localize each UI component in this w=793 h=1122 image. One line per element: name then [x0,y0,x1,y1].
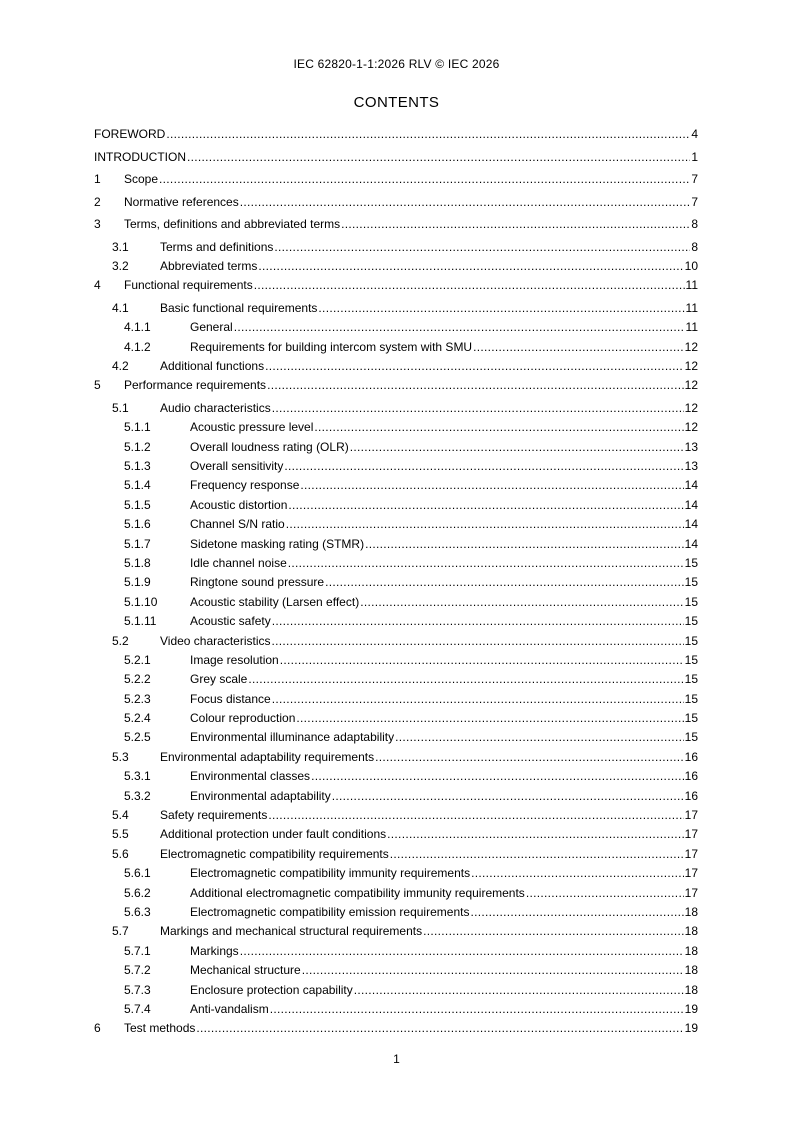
toc-entry[interactable] [94,862,698,881]
toc-entry-line [190,440,698,454]
toc-entry-line [190,556,698,570]
toc-entry-page: 17 [684,808,698,823]
toc-entry-line [160,401,698,415]
toc-entry-title: Mechanical structure [190,963,301,978]
toc-entry[interactable] [94,746,698,765]
toc-leader-dots [302,963,684,977]
toc-entry[interactable] [94,901,698,920]
toc-entry-line [160,750,698,764]
toc-entry-number: 5.1.5 [124,497,151,512]
toc-entry-number: 5.3.1 [124,769,151,784]
toc-entry-number: 4 [94,278,101,293]
toc-entry-title: Overall sensitivity [190,459,284,474]
toc-entry-page: 17 [684,827,698,842]
toc-entry-title: Audio characteristics [160,400,271,415]
toc-entry-page: 16 [684,749,698,764]
toc-entry-title: Overall loudness rating (OLR) [190,439,349,454]
toc-entry-page: 18 [684,963,698,978]
toc-entry-title: Acoustic distortion [190,497,288,512]
toc-entry-page: 10 [684,258,698,273]
toc-entry-title: Performance requirements [124,378,267,393]
toc-entry-page: 15 [684,672,698,687]
toc-entry-title: Idle channel noise [190,555,287,570]
toc-leader-dots [350,440,684,454]
toc-entry[interactable] [94,688,698,707]
toc-entry[interactable] [94,416,698,435]
toc-entry-page: 17 [684,866,698,881]
toc-leader-dots [272,401,684,415]
toc-leader-dots [254,278,685,292]
toc-entry-number: 5.1.8 [124,555,151,570]
toc-entry-line [190,575,698,589]
toc-entry-number: 5.5 [112,827,129,842]
toc-leader-dots [265,359,684,373]
toc-entry-title: Environmental adaptability [190,788,331,803]
toc-entry[interactable] [94,255,698,274]
toc-entry-page: 8 [691,217,698,231]
toc-entry-line [190,944,698,958]
toc-entry[interactable] [94,843,698,862]
toc-entry[interactable] [94,785,698,804]
toc-entry-page: 14 [684,536,698,551]
toc-entry-title: Frequency response [190,478,300,493]
toc-entry-page: 15 [684,575,698,590]
toc-entry[interactable] [94,630,698,649]
toc-entry[interactable] [94,355,698,374]
toc-entry-page: 7 [691,194,698,209]
toc-entry[interactable] [94,316,698,335]
toc-entry[interactable] [94,610,698,629]
toc-entry-line [190,459,698,473]
toc-entry-number: 5.2 [112,633,129,648]
toc-entry-line [190,769,698,783]
toc-entry-number: 3 [94,217,101,231]
toc-entry-title: Video characteristics [160,633,271,648]
toc-entry[interactable] [94,571,698,590]
toc-entry-number: 3.1 [112,239,129,254]
toc-entry-title: Markings [190,943,239,958]
toc-entry-number: 5.6 [112,846,129,861]
toc-entry-page: 18 [684,982,698,997]
toc-leader-dots [296,711,683,725]
toc-entry-line [190,537,698,551]
toc-entry[interactable] [94,336,698,355]
toc-entry-title: Environmental illuminance adaptability [190,730,395,745]
toc-entry-number: 5.1.11 [124,614,157,629]
toc-entry-number: 5.7.4 [124,1001,151,1016]
toc-entry-page: 15 [684,594,698,609]
toc-entry-title: Environmental adaptability requirements [160,749,375,764]
toc-leader-dots [311,769,684,783]
toc-entry-page: 1 [691,149,698,164]
toc-entry-line [160,259,698,273]
toc-leader-dots [284,459,683,473]
toc-entry-line [94,127,698,141]
toc-entry-title: General [190,320,233,335]
toc-entry-number: 5.3 [112,749,129,764]
toc-entry-line [160,808,698,822]
toc-entry[interactable] [94,455,698,474]
toc-entry-title: Electromagnetic compatibility requirements [160,846,389,861]
toc-entry-title: Normative references [124,194,239,209]
toc-entry-number: 5.1.3 [124,459,151,474]
toc-entry-page: 12 [684,420,698,435]
toc-entry-number: 5.2.3 [124,691,151,706]
toc-entry-page: 15 [684,633,698,648]
toc-leader-dots [258,259,683,273]
toc-entry-number: 5.1 [112,400,129,415]
toc-entry-page: 15 [684,711,698,726]
toc-entry-line [160,634,698,648]
toc-entry-title: Abbreviated terms [160,258,258,273]
toc-entry-number: 5.3.2 [124,788,151,803]
page-number: 1 [393,1052,400,1066]
toc-leader-dots [234,320,685,334]
toc-entry-number: 5.7.2 [124,963,151,978]
toc-entry-title: Terms and definitions [160,239,274,254]
toc-entry[interactable] [94,374,698,397]
toc-entry-page: 19 [684,1001,698,1016]
toc-leader-dots [473,340,684,354]
toc-entry-number: 5.6.2 [124,885,151,900]
toc-entry[interactable] [94,920,698,939]
document-header: IEC 62820-1-1:2026 RLV © IEC 2026 [293,57,500,71]
toc-leader-dots [387,827,683,841]
toc-leader-dots [390,847,684,861]
toc-entry-number: 5.7.1 [124,943,151,958]
toc-leader-dots [288,498,683,512]
toc-leader-dots [248,672,683,686]
toc-leader-dots [354,983,684,997]
toc-entry[interactable] [94,274,698,297]
toc-entry-number: 5.1.6 [124,517,151,532]
toc-leader-dots [395,730,684,744]
toc-entry-line [160,924,698,938]
toc-entry-title: Acoustic pressure level [190,420,314,435]
toc-entry[interactable] [94,591,698,610]
toc-entry[interactable] [94,191,698,214]
toc-entry[interactable] [94,494,698,513]
toc-leader-dots [280,653,684,667]
toc-entry[interactable] [94,213,698,236]
toc-entry-number: 5.1.2 [124,439,151,454]
toc-entry-title: Electromagnetic compatibility immunity requirements [190,866,471,881]
toc-entry[interactable] [94,668,698,687]
toc-entry-number: 5.7 [112,924,129,939]
toc-entry-line [94,150,698,164]
toc-entry-title: Safety requirements [160,808,268,823]
toc-leader-dots [332,789,684,803]
toc-entry-line [190,672,698,686]
toc-entry-page: 15 [684,555,698,570]
toc-entry-page: 17 [684,885,698,900]
toc-entry-page: 15 [684,614,698,629]
toc-leader-dots [286,517,684,531]
toc-entry-title: Ringtone sound pressure [190,575,325,590]
toc-entry-page: 11 [685,278,698,293]
toc-entry-title: Grey scale [190,672,248,687]
toc-entry-number: 5.7.3 [124,982,151,997]
toc-entry-title: Anti-vandalism [190,1001,269,1016]
toc-leader-dots [240,944,684,958]
toc-entry[interactable] [94,474,698,493]
toc-entry[interactable] [94,513,698,532]
toc-entry-line [190,1002,698,1016]
toc-entry-number: 4.1.2 [124,339,151,354]
toc-entry-line [124,378,698,392]
toc-entry[interactable] [94,146,698,169]
toc-entry-page: 14 [684,478,698,493]
toc-entry-page: 18 [684,924,698,939]
toc-entry[interactable] [94,397,698,416]
toc-leader-dots [470,905,683,919]
toc-entry-page: 12 [684,400,698,415]
toc-entry-title: Scope [124,172,159,186]
toc-entry-number: 5.2.2 [124,672,151,687]
toc-entry-title: Acoustic stability (Larsen effect) [190,594,360,609]
toc-entry-line [190,730,698,744]
toc-entry[interactable] [94,533,698,552]
toc-entry-page: 14 [684,517,698,532]
toc-entry-page: 13 [684,459,698,474]
toc-entry-number: 5.2.4 [124,711,151,726]
toc-entry-page: 8 [691,239,698,254]
toc-entry[interactable] [94,959,698,978]
toc-entry-title: Image resolution [190,652,279,667]
toc-entry-number: 5.4 [112,808,129,823]
toc-entry-title: Acoustic safety [190,614,271,629]
toc-entry[interactable] [94,649,698,668]
toc-entry-number: 5.6.3 [124,905,151,919]
toc-entry-page: 12 [684,339,698,354]
toc-entry-line [160,301,698,315]
toc-entry-title: Electromagnetic compatibility emission requirements [190,905,470,919]
toc-entry-title: Sidetone masking rating (STMR) [190,536,365,551]
toc-entry-title: Colour reproduction [190,711,296,726]
toc-entry-line [190,905,698,919]
toc-entry-page: 16 [684,788,698,803]
toc-entry-title: INTRODUCTION [94,149,186,164]
toc-entry-line [124,1021,698,1035]
toc-leader-dots [314,420,683,434]
toc-entry-line [190,963,698,977]
toc-entry[interactable] [94,765,698,784]
toc-entry[interactable] [94,123,698,146]
toc-entry-title: Basic functional requirements [160,300,318,315]
toc-entry[interactable] [94,297,698,316]
toc-leader-dots [196,1021,683,1035]
toc-entry-title: Focus distance [190,691,271,706]
toc-entry[interactable] [94,882,698,901]
toc-entry[interactable] [94,436,698,455]
toc-entry-title: Markings and mechanical structural requirements [160,924,423,939]
toc-entry-title: Enclosure protection capability [190,982,353,997]
toc-entry-line [190,886,698,900]
toc-entry[interactable] [94,707,698,726]
toc-entry-number: 4.1.1 [124,320,151,335]
toc-entry-line [190,866,698,880]
toc-entry-page: 7 [691,172,698,186]
toc-leader-dots [187,150,690,164]
toc-entry-page: 15 [684,691,698,706]
toc-leader-dots [267,378,684,392]
toc-leader-dots [272,692,684,706]
toc-entry[interactable] [94,552,698,571]
toc-entry-number: 5.2.1 [124,652,151,667]
toc-leader-dots [365,537,684,551]
toc-entry-line [160,359,698,373]
toc-leader-dots [270,1002,684,1016]
toc-entry-line [160,240,698,254]
toc-entry-title: Additional protection under fault conditions [160,827,387,842]
toc-entry-line [190,420,698,434]
toc-entry-title: FOREWORD [94,127,166,141]
toc-entry[interactable] [94,804,698,823]
toc-entry-number: 5.6.1 [124,866,151,881]
toc-leader-dots [471,866,684,880]
toc-entry-number: 6 [94,1021,101,1036]
toc-entry-number: 4.1 [112,300,129,315]
toc-leader-dots [341,217,690,231]
toc-entry-number: 5.1.7 [124,536,151,551]
toc-entry-title: Additional electromagnetic compatibility immunity requirements [190,885,525,900]
toc-entry-line [160,827,698,841]
toc-leader-dots [240,195,691,209]
toc-entry-title: Requirements for building intercom system with SMU [190,339,473,354]
toc-leader-dots [300,478,683,492]
toc-entry-line [190,983,698,997]
toc-entry-page: 4 [691,127,698,141]
toc-entry-number: 5.1.9 [124,575,151,590]
toc-entry[interactable] [94,940,698,959]
toc-entry-page: 18 [684,943,698,958]
toc-entry-title: Channel S/N ratio [190,517,285,532]
toc-entry-page: 15 [684,730,698,745]
toc-entry-line [124,278,698,292]
toc-leader-dots [325,575,684,589]
toc-entry[interactable] [94,168,698,191]
toc-entry-number: 5 [94,378,101,393]
toc-entry-line [190,653,698,667]
toc-leader-dots [159,172,690,186]
toc-entry-number: 5.1.1 [124,420,151,435]
toc-entry-line [190,320,698,334]
toc-leader-dots [274,240,690,254]
toc-entry-number: 5.1.10 [124,594,158,609]
toc-entry-number: 5.2.5 [124,730,151,745]
toc-entry-number: 5.1.4 [124,478,151,493]
toc-entry-title: Test methods [124,1021,196,1036]
toc-entry-line [190,692,698,706]
page-title: CONTENTS [353,94,440,111]
toc-leader-dots [526,886,684,900]
toc-leader-dots [272,634,684,648]
toc-entry-title: Environmental classes [190,769,311,784]
toc-entry-title: Functional requirements [124,278,253,293]
toc-entry-title: Terms, definitions and abbreviated terms [124,217,341,231]
toc-entry-line [190,789,698,803]
toc-leader-dots [318,301,684,315]
toc-entry-page: 13 [684,439,698,454]
toc-entry-line [160,847,698,861]
toc-entry-line [190,478,698,492]
toc-entry-page: 19 [684,1021,698,1036]
table-of-contents [94,123,698,1040]
toc-entry-page: 12 [684,378,698,393]
toc-entry-page: 12 [684,358,698,373]
toc-leader-dots [375,750,684,764]
toc-entry-number: 3.2 [112,258,129,273]
toc-entry-line [190,340,698,354]
toc-entry-number: 1 [94,172,101,186]
toc-leader-dots [423,924,684,938]
toc-leader-dots [272,614,684,628]
toc-entry[interactable] [94,726,698,745]
toc-entry[interactable] [94,236,698,255]
toc-entry-line [124,217,698,231]
toc-entry-line [190,711,698,725]
toc-entry[interactable] [94,1017,698,1040]
toc-leader-dots [268,808,683,822]
toc-leader-dots [166,127,690,141]
toc-leader-dots [288,556,684,570]
toc-entry-line [190,498,698,512]
toc-entry[interactable] [94,979,698,998]
toc-entry[interactable] [94,823,698,842]
toc-entry-page: 18 [684,905,698,919]
toc-entry-line [190,595,698,609]
toc-entry-line [190,517,698,531]
toc-leader-dots [360,595,683,609]
toc-entry-page: 11 [685,300,698,315]
toc-entry-title: Additional functions [160,358,265,373]
toc-entry-number: 4.2 [112,358,129,373]
toc-entry-line [124,195,698,209]
toc-entry-line [190,614,698,628]
toc-entry-line [124,172,698,186]
toc-entry-page: 11 [685,320,698,335]
toc-entry-page: 17 [684,846,698,861]
toc-entry-page: 15 [684,652,698,667]
toc-entry-number: 2 [94,194,101,209]
toc-entry-page: 16 [684,769,698,784]
toc-entry[interactable] [94,998,698,1017]
toc-entry-page: 14 [684,497,698,512]
